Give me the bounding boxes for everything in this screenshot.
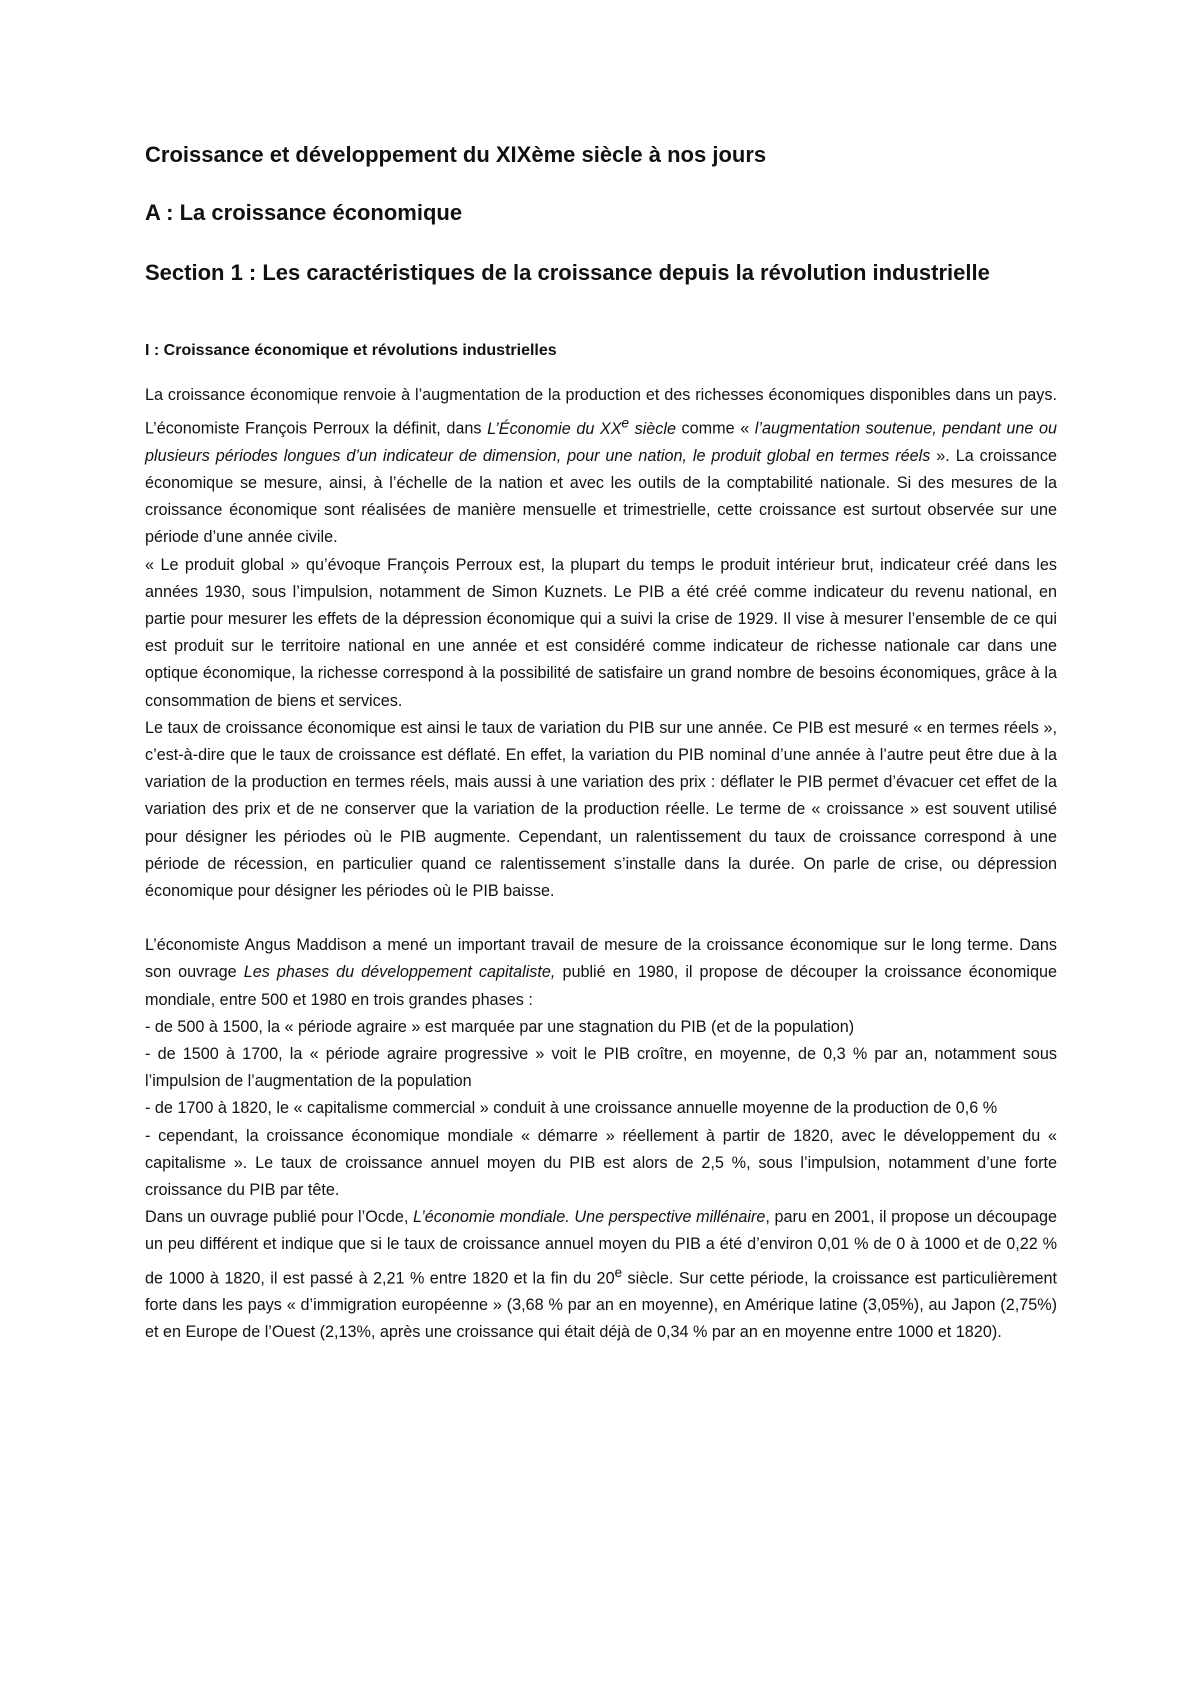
paragraph-definition-text: La croissance économique renvoie à l’augmentation de la production et des richesses économiques disponibles dans un pays. L’économiste François Perroux la définit, dans <box>145 386 1057 438</box>
paragraph-spacer <box>145 905 1057 932</box>
paragraph-maddison-text: publié en 1980, il propose de découper la croissance économique mondiale, entre 500 et 1980 en trois grandes phases : <box>145 963 1057 1009</box>
paragraph-definition <box>145 382 1057 552</box>
paragraph-ocde-text: Dans un ouvrage publié pour l’Ocde, <box>145 1208 414 1227</box>
perroux-quote: l’augmentation soutenue, pendant une ou plusieurs périodes longues d’un indicateur de dimension, pour une nation, le produit global en termes réels <box>145 419 1057 465</box>
book-title-economie-mondiale: L’économie mondiale. Une perspective millénaire <box>413 1208 766 1227</box>
book-title-text: L’Économie du XX <box>487 419 622 438</box>
paragraph-ocde-text: siècle. Sur cette période, la croissance est particulièrement forte dans les pays « d’immigration européenne » (3,68 % par an en moyenne), en Amérique latine (3,05%), au Japon (2,75%) et en Europe de l’Ouest (2,13%, après une croissance qui était déjà de 0,34 % par an en moyenne entre 1000 et 1820). <box>145 1269 1058 1342</box>
superscript-e: e <box>614 1264 623 1280</box>
list-item: - de 1700 à 1820, le « capitalisme commercial » conduit à une croissance annuelle moyenne de la production de 0,6 % <box>145 1099 998 1118</box>
subsection-title: I : Croissance économique et révolutions industrielles <box>145 342 557 359</box>
paragraph-ocde-text: , paru en 2001, il propose un découpage un peu différent et indique que si le taux de croissance annuel moyen du PIB a été d’environ 0,01 % de 0 à 1000 et de 0,22 % de 1000 à 1820, il est passé à 2,21 % entre 1820 et la fin du 20 <box>145 1208 1057 1288</box>
paragraph-maddison-text: L’économiste Angus Maddison a mené un important travail de mesure de la croissance économique sur le long terme. Dans son ouvrage <box>145 936 1057 982</box>
book-title-economie-xx <box>487 415 676 438</box>
paragraph-definition-text: comme « <box>675 419 755 438</box>
superscript-e: e <box>621 415 630 431</box>
paragraph-ocde <box>145 1204 1057 1346</box>
document-title: Croissance et développement du XIXème siècle à nos jours <box>145 142 767 167</box>
paragraph-definition-text: ». La croissance économique se mesure, ainsi, à l’échelle de la nation et avec les outils de la comptabilité nationale. Si des mesures de la croissance économique sont réalisées de manière mensuelle et trimestrielle, cette croissance est surtout observée sur une période d’une année civile. <box>145 446 1058 547</box>
paragraph-maddison <box>145 932 1057 1014</box>
book-title-suffix: siècle <box>629 419 676 438</box>
document-page <box>145 140 1057 1347</box>
paragraph-pib-origin: « Le produit global » qu’évoque François Perroux est, la plupart du temps le produit intérieur brut, indicateur créé dans les années 1930, sous l’impulsion, notamment de Simon Kuznets. Le PIB a été créé comme indicateur du revenu national, en partie pour mesurer les effets de la dépression économique qui a suivi la crise de 1929. Il vise à mesurer l’ensemble de ce qui est produit sur le territoire national en une année et est considéré comme indicateur de richesse nationale car dans une optique économique, la richesse correspond à la possibilité de satisfaire un grand nombre de besoins économiques, grâce à la consommation de biens et services. <box>145 555 1057 710</box>
paragraph-growth-rate: Le taux de croissance économique est ainsi le taux de variation du PIB sur une année. Ce PIB est mesuré « en termes réels », c’est-à-dire que le taux de croissance est déflaté. En effet, la variation du PIB nominal d’une année à l’autre peut être due à la variation de la production en termes réels, mais aussi à une variation des prix : déflater le PIB permet d’évacuer cet effet de la variation des prix et de ne conserver que la variation de la production réelle. Le terme de « croissance » est souvent utilisé pour désigner les périodes où le PIB augmente. Cependant, un ralentissement du taux de croissance correspond à une période de récession, en particulier quand ce ralentissement s’installe dans la durée. On parle de crise, ou dépression économique pour désigner les périodes où le PIB baisse. <box>145 718 1057 901</box>
list-item: - de 1500 à 1700, la « période agraire progressive » voit le PIB croître, en moyenne, de 0,3 % par an, notamment sous l’impulsion de l’augmentation de la population <box>145 1045 1057 1091</box>
book-title-phases: Les phases du développement capitaliste, <box>243 963 556 982</box>
section-title: Section 1 : Les caractéristiques de la croissance depuis la révolution industrielle <box>145 260 990 285</box>
list-item: - de 500 à 1500, la « période agraire » est marquée par une stagnation du PIB (et de la population) <box>145 1017 855 1036</box>
list-item: - cependant, la croissance économique mondiale « démarre » réellement à partir de 1820, avec le développement du « capitalisme ». Le taux de croissance annuel moyen du PIB est alors de 2,5 %, sous l’impulsion, notamment d’une forte croissance du PIB par tête. <box>145 1126 1057 1200</box>
part-title: A : La croissance économique <box>145 200 463 225</box>
